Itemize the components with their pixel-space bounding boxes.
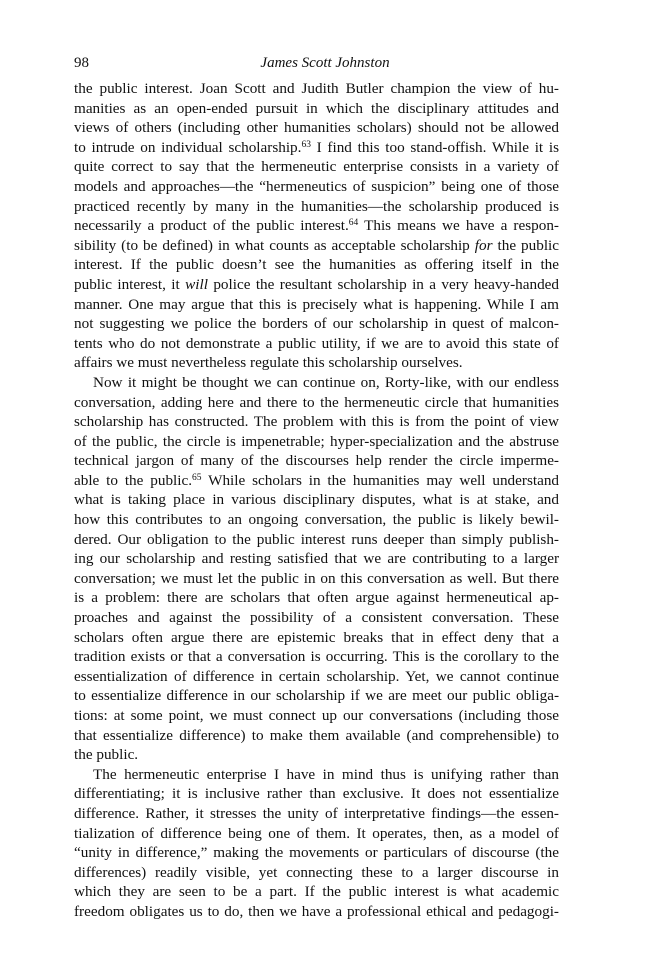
text-line: models and approaches—the “hermeneutics of suspicion” being one of those bbox=[74, 177, 559, 195]
paragraph bbox=[74, 373, 559, 765]
text-line: tradition exists or that a conversation is occurring. This is the corollary to the bbox=[74, 648, 559, 666]
text-line: manities as an open-ended pursuit in which the disciplinary attitudes and bbox=[74, 99, 559, 117]
text-line: of the public, the circle is impenetrable; hyper-specialization and the abstruse bbox=[74, 432, 559, 450]
text-line: what is taking place in various disciplinary disputes, what is at stake, and bbox=[74, 491, 559, 509]
text-line: that essentialize difference) to make them available (and comprehensible) to bbox=[74, 726, 559, 744]
text-line: sibility (to be defined) in what counts as acceptable scholarship for the public bbox=[74, 236, 560, 254]
text-line: manner. One may argue that this is precisely what is happening. While I am bbox=[74, 295, 559, 313]
text-line: affairs we must nevertheless regulate this scholarship ourselves. bbox=[74, 354, 463, 372]
text-line: able to the public.$^{65}$ While scholars in the humanities may well understand bbox=[74, 471, 560, 489]
text-line: ing our scholarship and resting satisfied that we are contributing to a larger bbox=[74, 550, 559, 568]
text-line: scholars often argue there are epistemic breaks that in effect deny that a bbox=[74, 628, 559, 646]
footnote-ref: 64 bbox=[348, 218, 359, 229]
text-line: to intrude on individual scholarship.$^{63}$ I find this too stand-offish. While it is bbox=[74, 138, 559, 156]
text-line: scholarship has constructed. The problem with this is from the point of view bbox=[74, 413, 559, 431]
text-line: technical jargon of many of the discourses help render the circle imperme- bbox=[74, 452, 559, 470]
text-line: dered. Our obligation to the public interest runs deeper than simply publish- bbox=[74, 530, 559, 548]
emphasis: for bbox=[474, 236, 493, 254]
text-line: public interest, it will police the resultant scholarship in a very heavy-handed bbox=[74, 275, 560, 293]
emphasis: will bbox=[185, 275, 208, 293]
text-line: differences) readily visible, yet connecting these to a larger discourse in bbox=[74, 863, 559, 881]
text-line: “unity in difference,” making the movements or particulars of discourse (the bbox=[74, 844, 559, 862]
text-line: tions: at some point, we must connect up our conversations (including those bbox=[74, 707, 559, 724]
text-line: essentialization of difference in certain scholarship. Yet, we cannot continue bbox=[74, 667, 559, 685]
page-header bbox=[74, 52, 576, 74]
paragraph bbox=[74, 765, 559, 922]
text-line: not suggesting we police the borders of our scholarship in quest of malcon- bbox=[74, 315, 559, 333]
text-line: is a problem: there are scholars that often argue against hermeneutical ap- bbox=[74, 589, 559, 607]
text-line: freedom obligates us to do, then we have a professional ethical and pedagogi- bbox=[74, 902, 559, 920]
text-line: views of others (including other humanities scholars) should not be allowed bbox=[74, 119, 559, 137]
text-line: interest. If the public doesn’t see the humanities as offering itself in the bbox=[74, 256, 559, 274]
text-line: necessarily a product of the public interest.$^{64}$ This means we have a respon- bbox=[74, 217, 559, 235]
text-line: quite correct to say that the hermeneutic enterprise consists in a variety of bbox=[74, 158, 559, 176]
text-line: proaches and against the possibility of a consistent conversation. These bbox=[74, 609, 559, 627]
text-line: difference. Rather, it stresses the unity of interpretative findings—the essen- bbox=[74, 804, 559, 822]
text-line: conversation, adding here and there to the hermeneutic circle that humanities bbox=[74, 393, 559, 411]
footnote-ref: 63 bbox=[301, 139, 311, 150]
text-line: tents who do not demonstrate a public utility, if we are to avoid this state of bbox=[74, 334, 559, 352]
text-line: which they are seen to be a part. If the public interest is what academic bbox=[74, 883, 559, 901]
text-line: The hermeneutic enterprise I have in mind thus is unifying rather than bbox=[93, 765, 559, 783]
text-line: tialization of difference being one of them. It operates, then, as a model of bbox=[74, 824, 559, 842]
footnote-ref: 65 bbox=[192, 472, 202, 483]
page-number: 98 bbox=[74, 55, 89, 71]
text-line: the public. bbox=[74, 746, 139, 764]
text-line: to essentialize difference in our scholarship if we are meet our public obliga- bbox=[74, 687, 559, 705]
text-line: differentiating; it is inclusive rather than exclusive. It does not essentialize bbox=[74, 785, 559, 803]
body-text bbox=[74, 79, 559, 922]
text-line: how this contributes to an ongoing conversation, the public is likely bewil- bbox=[74, 511, 559, 529]
text-line: the public interest. Joan Scott and Judith Butler champion the view of hu- bbox=[74, 80, 559, 97]
running-head: James Scott Johnston bbox=[260, 55, 390, 71]
paragraph bbox=[74, 79, 559, 373]
text-line: practiced recently by many in the humanities—the scholarship produced is bbox=[74, 197, 559, 215]
text-line: Now it might be thought we can continue on, Rorty-like, with our endless bbox=[93, 373, 559, 391]
text-line: conversation; we must let the public in on this conversation as well. But there bbox=[74, 569, 559, 587]
